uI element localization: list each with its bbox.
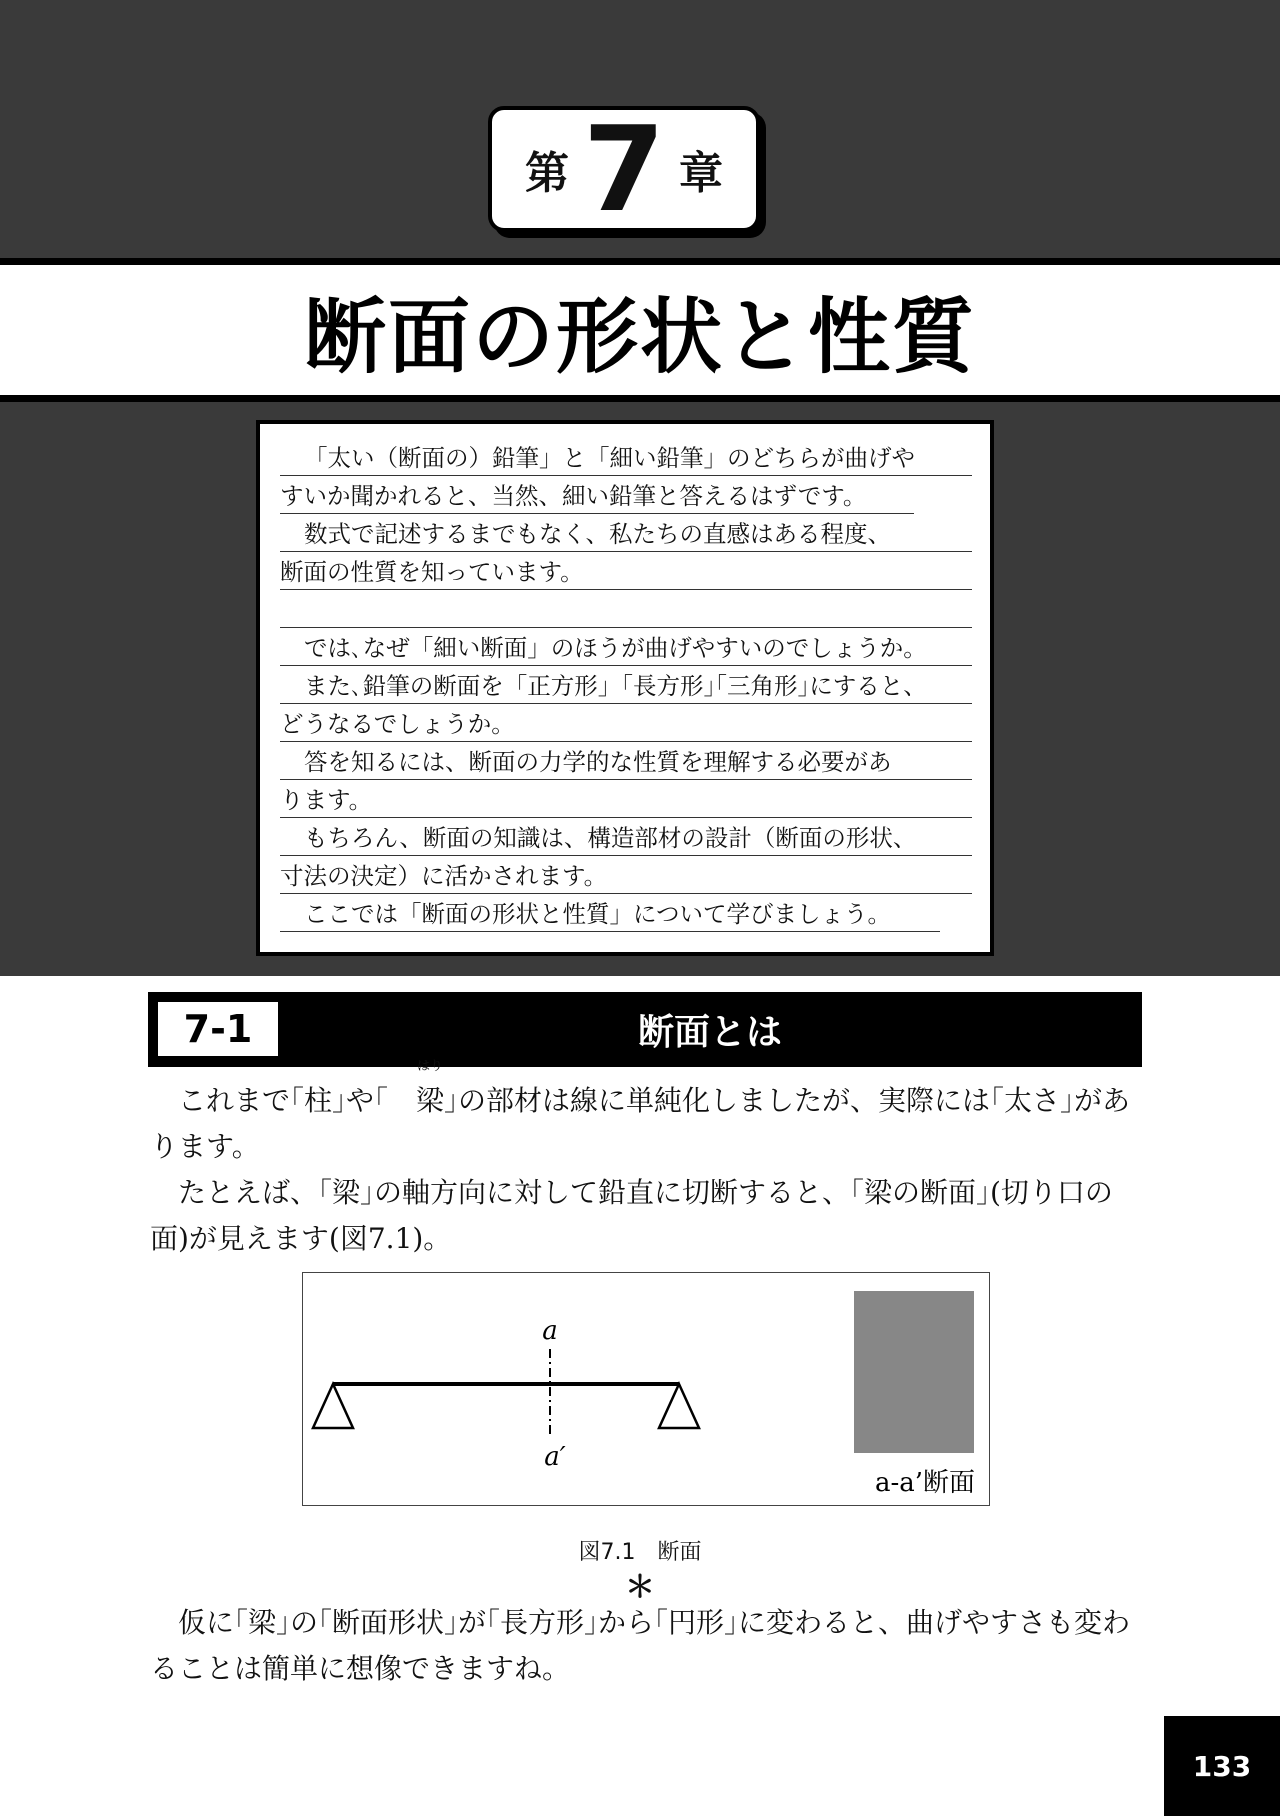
intro-line: 寸法の決定）に活かされます。 <box>280 856 972 894</box>
chapter-word-before: 第 <box>524 148 569 199</box>
intro-line: もちろん、断面の知識は、構造部材の設計（断面の形状、 <box>280 818 972 856</box>
paragraph-1-part2: ｣の部材は線に単純化しましたが、実際には｢太さ｣があります。 <box>150 1084 1131 1163</box>
paragraph-3: 仮に｢梁｣の｢断面形状｣が｢長方形｣から｢円形｣に変わると、曲げやすさも変わることは簡単に想像できますね。 <box>150 1606 1131 1685</box>
intro-line: 断面の性質を知っています。 <box>280 552 972 590</box>
chapter-title: 断面の形状と性質 <box>303 289 976 385</box>
section-number: 7-1 <box>158 1002 278 1056</box>
chapter-number: 7 <box>582 100 666 238</box>
right-support-icon <box>659 1384 699 1428</box>
left-support-icon <box>313 1384 353 1428</box>
intro-line: すいか聞かれると、当然、細い鉛筆と答えるはずです。 <box>280 476 914 514</box>
paragraph-2: たとえば、｢梁｣の軸方向に対して鉛直に切断すると、｢梁の断面｣(切り口の面)が見えます(図7.1)。 <box>150 1176 1113 1255</box>
body-text-top <box>150 1059 1142 1262</box>
section-label: a-a’断面 <box>874 1468 975 1498</box>
cut-label-top: a <box>542 1316 558 1346</box>
beam-diagram <box>303 1273 989 1505</box>
intro-line: また､鉛筆の断面を「正方形」｢長方形｣｢三角形｣にすると、 <box>280 666 972 704</box>
intro-line: どうなるでしょうか。 <box>280 704 972 742</box>
ruby-base: 梁 <box>416 1084 445 1117</box>
intro-line: 答を知るには、断面の力学的な性質を理解する必要があ <box>280 742 972 780</box>
cut-label-bottom: a′ <box>544 1442 566 1472</box>
intro-line: 「太い（断面の）鉛筆」と「細い鉛筆」のどちらが曲げや <box>280 438 972 476</box>
chapter-title-band <box>0 258 1280 402</box>
section-title: 断面とは <box>637 1012 782 1053</box>
ruby-reading: はり <box>417 1059 444 1074</box>
section-header <box>148 992 1142 1067</box>
ruby-hari <box>388 1059 445 1124</box>
body-text-bottom <box>150 1600 1142 1692</box>
figure-caption: 図7.1 断面 <box>578 1540 702 1565</box>
intro-line: ここでは「断面の形状と性質」について学びましょう。 <box>280 894 940 932</box>
paragraph-1-part1: これまで｢柱｣や｢ <box>178 1084 389 1117</box>
cross-section-rect <box>854 1291 974 1453</box>
intro-line-blank <box>280 590 972 628</box>
page-number: 133 <box>1164 1716 1280 1816</box>
asterisk-mark: ＊ <box>625 1570 655 1605</box>
chapter-word-after: 章 <box>679 148 724 199</box>
intro-box <box>256 420 994 956</box>
intro-line: 数式で記述するまでもなく、私たちの直感はある程度、 <box>280 514 972 552</box>
intro-line: ります。 <box>280 780 972 818</box>
chapter-badge <box>488 100 760 238</box>
figure-7-1 <box>302 1272 990 1506</box>
intro-line: では､なぜ「細い断面」のほうが曲げやすいのでしょうか。 <box>280 628 972 666</box>
paragraph-1 <box>150 1059 1142 1170</box>
